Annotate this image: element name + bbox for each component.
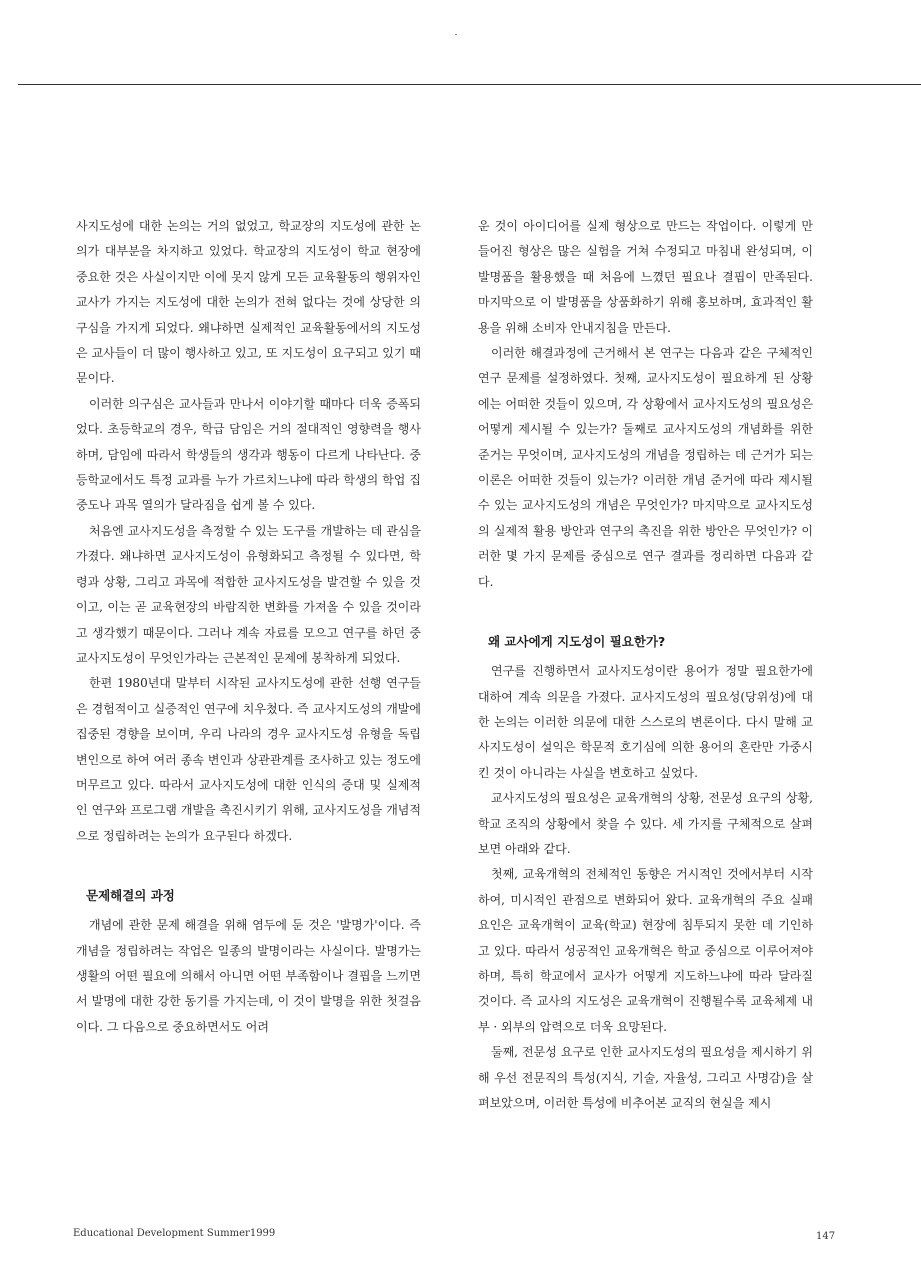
paragraph: 첫째, 교육개혁의 전체적인 동향은 거시적인 것에서부터 시작하여, 미시적인 관점으로 변화되어 왔다. 교육개혁의 주요 실패요인은 교육개혁이 교육(학교) 현장에 침투되지 못한 데 기인하고 있다. 따라서 성공적인 교육개혁은 학교 중심으로 이루어져야 하며, 특히 학교에서 교사가 어떻게 지도하느냐에 따라 달라질 것이다. 즉 교사의 지도성은 교육개혁이 진행될수록 교육체제 내부 · 외부의 압력으로 더욱 요망된다. [478,867,813,1034]
journal-footer: Educational Development Summer1999 [73,1228,276,1239]
paragraph: 둘째, 전문성 요구로 인한 교사지도성의 필요성을 제시하기 위해 우선 전문직의 특성(지식, 기술, 자율성, 그리고 사명감)을 살펴보았으며, 이러한 특성에 비추어본 교직의 현실을 제시 [478,1045,813,1110]
paragraph: 이러한 의구심은 교사들과 만나서 이야기할 때마다 더욱 증폭되었다. 초등학교의 경우, 학급 담임은 거의 절대적인 영향력을 행사하며, 담임에 따라서 학생들의 생각과 행동이 다르게 나타난다. 중등학교에서도 특정 교과를 누가 가르치느냐에 따라 학생의 학업 집중도나 과목 열의가 달라짐을 쉽게 볼 수 있다. [76,396,421,513]
section-heading-why-leadership: 왜 교사에게 지도성이 필요한가? [488,634,666,650]
paragraph: 한편 1980년대 말부터 시작된 교사지도성에 관한 선행 연구들은 경험적이고 실증적인 연구에 치우쳤다. 즉 교사지도성의 개발에 집중된 경향을 보이며, 우리 나라의 경우 교사지도성 유형을 독립변인으로 하여 여러 종속 변인과 상관관계를 조사하고 있는 정도에 머무르고 있다. 따라서 교사지도성에 대한 인식의 증대 및 실제적인 연구와 프로그램 개발을 촉진시키기 위해, 교사지도성을 개념적으로 정립하려는 논의가 요구된다 하겠다. [76,676,421,843]
paragraph: 사지도성에 대한 논의는 거의 없었고, 학교장의 지도성에 관한 논의가 대부분을 차지하고 있었다. 학교장의 지도성이 학교 현장에 중요한 것은 사실이지만 이에 못지 않게 모든 교육활동의 행위자인 교사가 가지는 지도성에 대한 논의가 전혀 없다는 것에 상당한 의구심을 가지게 되었다. 왜냐하면 실제적인 교육활동에서의 지도성은 교사들이 더 많이 행사하고 있고, 또 지도성이 요구되고 있기 때문이다. [76,219,421,386]
right-column [478,214,813,1116]
left-column [76,214,421,1040]
paragraph: 이러한 해결과정에 근거해서 본 연구는 다음과 같은 구체적인 연구 문제를 설정하였다. 첫째, 교사지도성이 필요하게 된 상황에는 어떠한 것들이 있으며, 각 상황에서 교사지도성의 필요성은 어떻게 제시될 수 있는가? 둘째로 교사지도성의 개념화를 위한 준거는 무엇이며, 교사지도성의 개념을 정립하는 데 근거가 되는 이론은 어떠한 것들이 있는가? 이러한 개념 준거에 따라 제시될 수 있는 교사지도성의 개념은 무엇인가? 마지막으로 교사지도성의 실제적 활용 방안과 연구의 촉진을 위한 방안은 무엇인가? 이러한 몇 가지 문제를 중심으로 연구 결과를 정리하면 다음과 같다. [478,346,813,589]
paragraph: 처음엔 교사지도성을 측정할 수 있는 도구를 개발하는 데 관심을 가졌다. 왜냐하면 교사지도성이 유형화되고 측정될 수 있다면, 학령과 상황, 그리고 과목에 적합한 교사지도성을 발견할 수 있을 것이고, 이는 곧 교육현장의 바람직한 변화를 가져올 수 있을 것이라고 생각했기 때문이다. 그러나 계속 자료를 모으고 연구를 하던 중 교사지도성이 무엇인가라는 근본적인 문제에 봉착하게 되었다. [76,523,421,665]
scan-dot [455,34,457,35]
paragraph: 개념에 관한 문제 해결을 위해 염두에 둔 것은 '발명가'이다. 즉 개념을 정립하려는 작업은 일종의 발명이라는 사실이다. 발명가는 생활의 어떤 필요에 의해서 아니면 어떤 부족함이나 결핍을 느끼면서 발명에 대한 강한 동기를 가지는데, 이 것이 발명을 위한 첫걸음이다. 그 다음으로 중요하면서도 어려 [76,918,422,1034]
paragraph: 연구를 진행하면서 교사지도성이란 용어가 정말 필요한가에 대하여 계속 의문을 가졌다. 교사지도성의 필요성(당위성)에 대한 논의는 이러한 의문에 대한 스스로의 변론이다. 다시 말해 교사지도성이 설익은 학문적 호기심에 의한 용어의 혼란만 가중시킨 것이 아니라는 사실을 변호하고 싶었다. [478,664,813,780]
page-number: 147 [816,1231,836,1242]
header-rule [18,84,921,85]
section-heading-problem-solving: 문제해결의 과정 [86,888,175,904]
paragraph: 교사지도성의 필요성은 교육개혁의 상황, 전문성 요구의 상황, 학교 조직의 상황에서 찾을 수 있다. 세 가지를 구체적으로 살펴보면 아래와 같다. [478,791,813,856]
paragraph: 운 것이 아이디어를 실제 형상으로 만드는 작업이다. 이렇게 만들어진 형상은 많은 실험을 거쳐 수정되고 마침내 완성되며, 이 발명품을 활용했을 때 처음에 느꼈던 필요나 결핍이 만족된다. 마지막으로 이 발명품을 상품화하기 위해 홍보하며, 효과적인 활용을 위해 소비자 안내지침을 만든다. [478,219,813,335]
